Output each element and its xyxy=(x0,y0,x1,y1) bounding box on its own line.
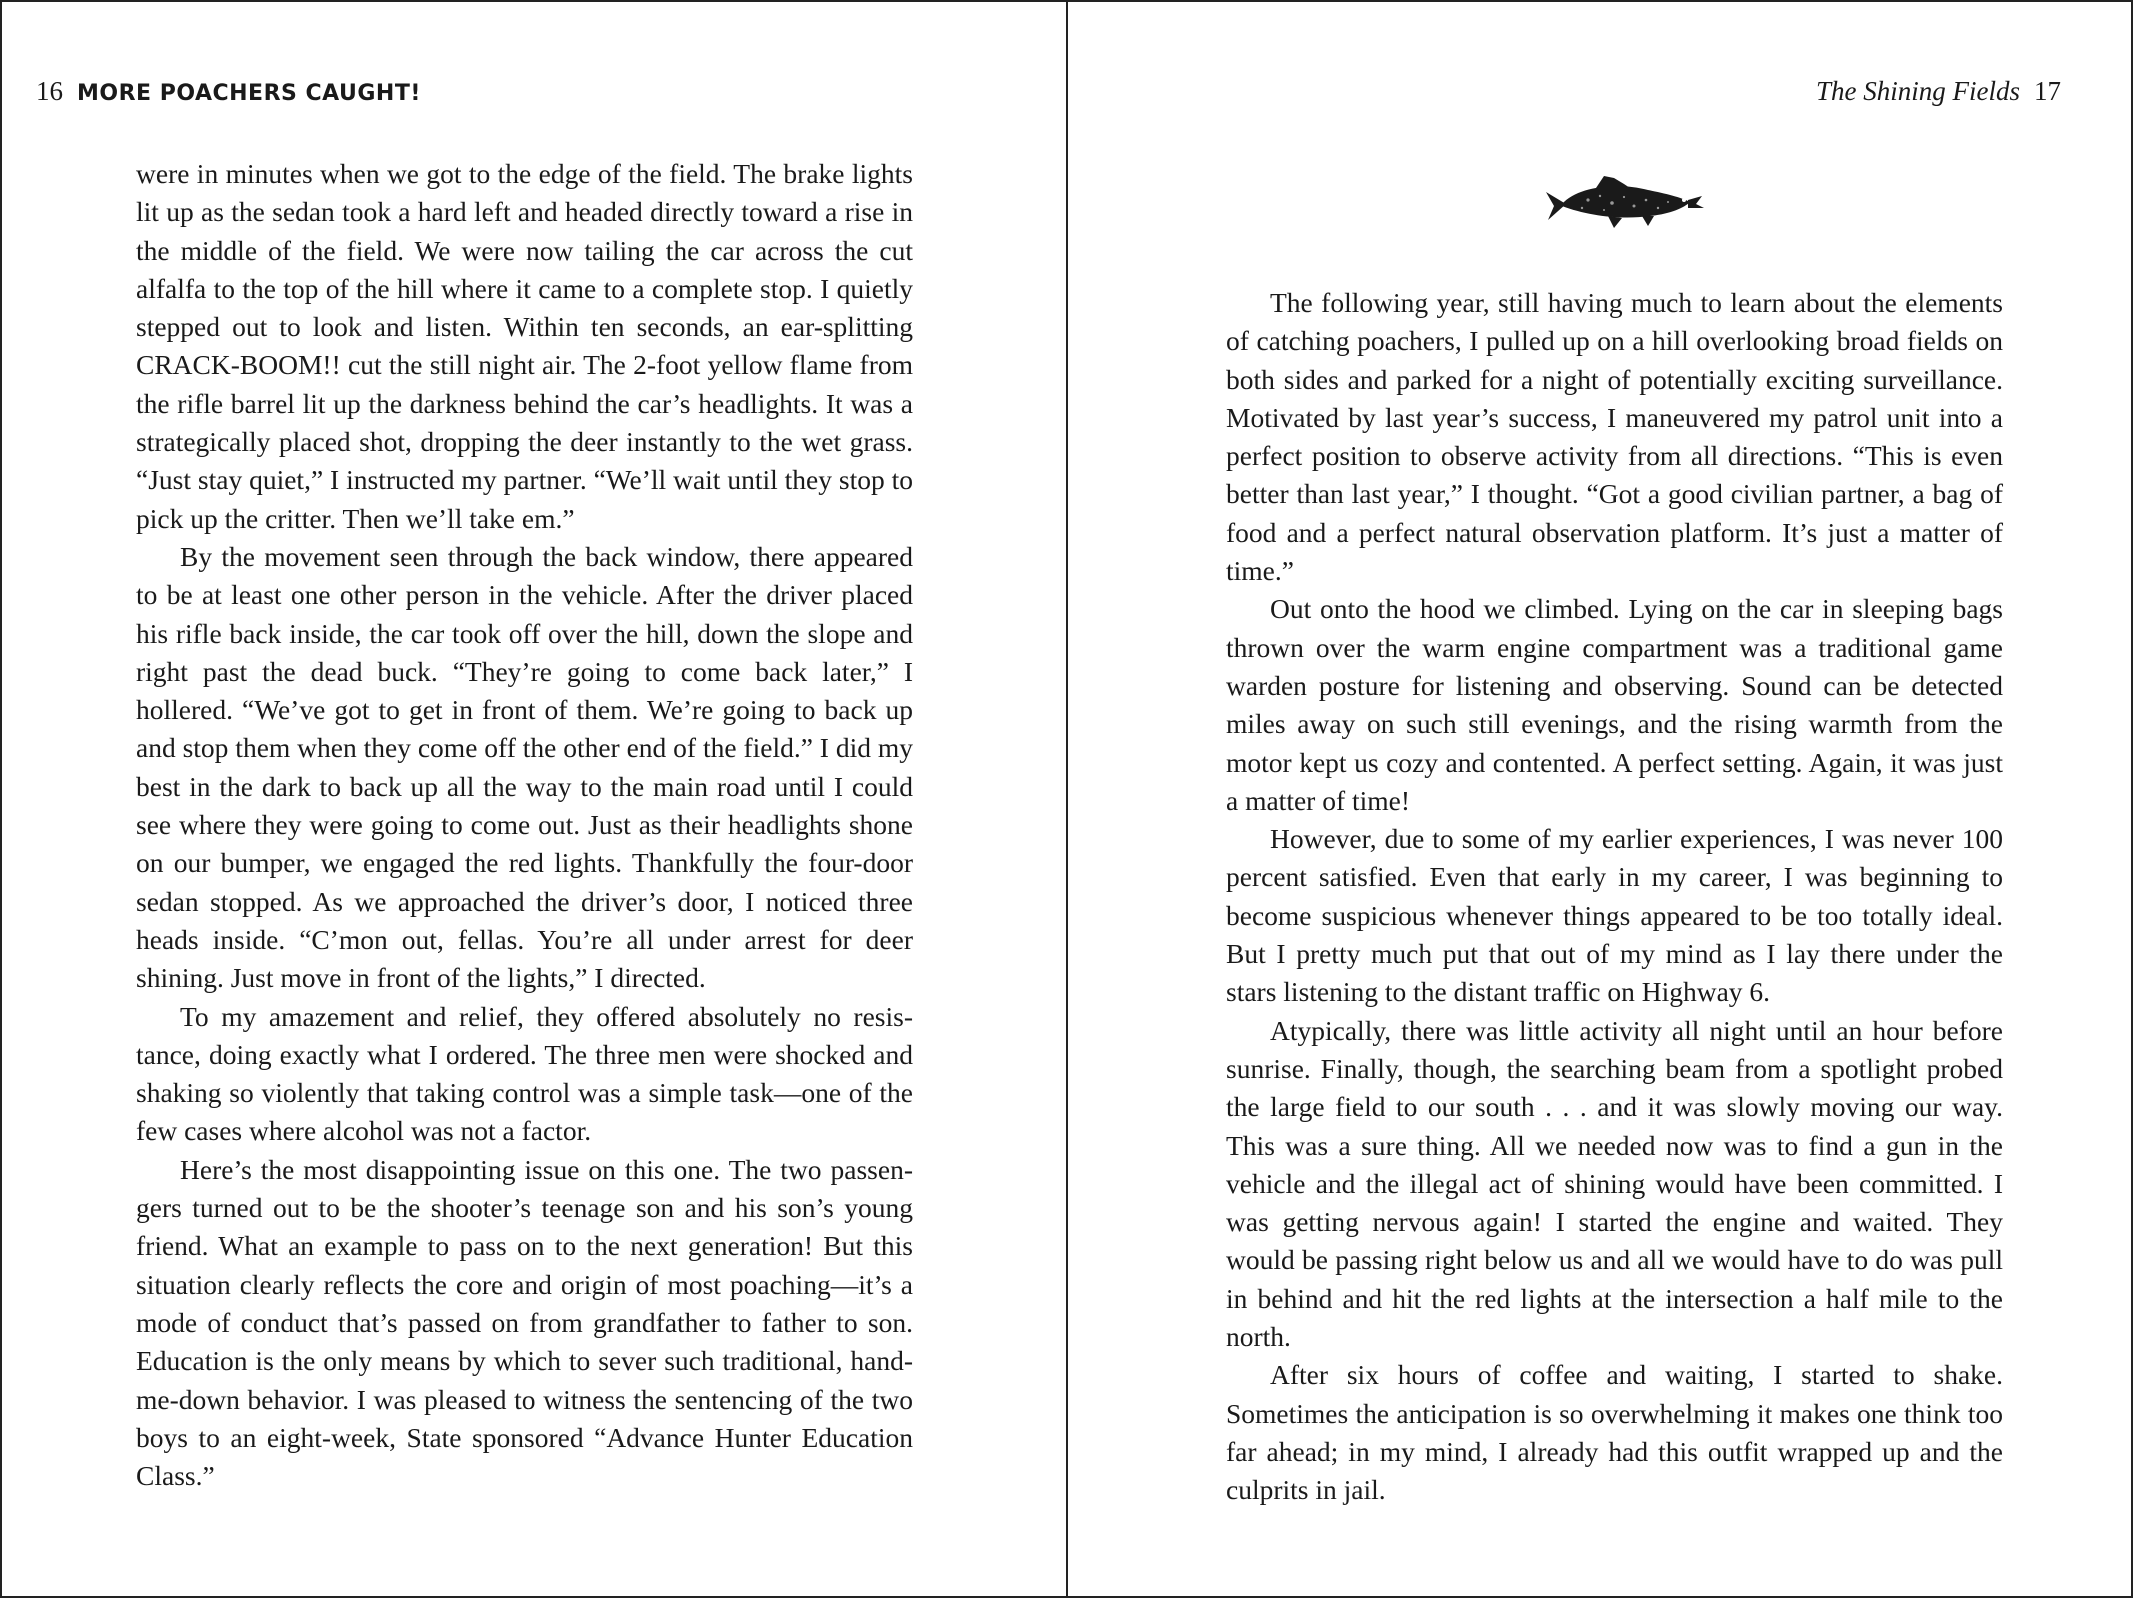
paragraph: To my amazement and relief, they offered absolutely no resistance, doing exactly what I ordered. The three men were shocked and shaking so violently that taking control was a simple task—one of the few cases where alcohol was not a factor. xyxy=(136,1000,913,1147)
paragraph: The following year, still having much to learn about the elements of catching poachers, I pulled up on a hill overlooking broad fields on both sides and parked for a night of potentially exciting surveillance. Motivated by last year’s success, I maneuvered my patrol unit into a perfect position to observe activity from all directions. “This is even better than last year,” I thought. “Got a good civilian partner, a bag of food and a perfect natural observation platform. It’s just a matter of time.” xyxy=(1226,287,2003,587)
left-body-text xyxy=(136,155,913,1495)
paragraph: After six hours of coffee and waiting, I started to shake. Sometimes the anticipation is so overwhelming it makes one think too far ahead; in my mind, I already had this outfit wrapped up and the culprits in jail. xyxy=(1226,1359,2003,1506)
right-body-text xyxy=(1226,284,2003,1510)
book-section-title: MORE POACHERS CAUGHT! xyxy=(77,81,421,106)
right-page-number: 17 xyxy=(2034,76,2061,106)
left-running-head xyxy=(36,76,421,109)
right-page xyxy=(1066,0,2133,1598)
paragraph: However, due to some of my earlier experiences, I was never 100 percent satisfied. Even that early in my career, I was beginning to become suspicious whenever things appeared to be too totally ideal. But I pretty much put that out of my mind as I lay there under the stars listening to the distant traffic on Highway 6. xyxy=(1226,823,2003,1008)
paragraph: Atypically, there was little activity all night until an hour before sunrise. Finally, though, the searching beam from a spotlight probed the large field to our south . . . and it was slowly moving our way. This was a sure thing. All we needed now was to find a gun in the vehicle and the illegal act of shining would have been committed. I was getting nervous again! I started the engine and waited. They would be passing right below us and all we would have to do was pull in behind and hit the red lights at the intersection a half mile to the north. xyxy=(1226,1014,2003,1353)
paragraph: Out onto the hood we climbed. Lying on the car in sleeping bags thrown over the warm engine compartment was a traditional game warden posture for listening and observing. Sound can be detected miles away on such still evenings, and the rising warmth from the motor kept us cozy and contented. A perfect setting. Again, it was just a matter of time! xyxy=(1226,593,2003,816)
left-page-number: 16 xyxy=(36,76,63,106)
paragraph: were in minutes when we got to the edge of the field. The brake lights lit up as the sedan took a hard left and headed directly toward a rise in the middle of the field. We were now tailing the car across the cut alfalfa to the top of the hill where it came to a complete stop. I quietly stepped out to look and listen. Within ten seconds, an ear-splitting CRACK-BOOM!! cut the still night air. The 2-foot yellow flame from the rifle barrel lit up the darkness behind the car’s headlights. It was a strategically placed shot, dropping the deer instantly to the wet grass. “Just stay quiet,” I instructed my partner. “We’ll wait until they stop to pick up the critter. Then we’ll take em.” xyxy=(136,158,913,534)
fish-icon xyxy=(1538,170,1718,240)
chapter-title: The Shining Fields xyxy=(1816,76,2020,106)
paragraph: By the movement seen through the back window, there appeared to be at least one other person in the vehicle. After the driver placed his rifle back inside, the car took off over the hill, down the slope and right past the dead buck. “They’re going to come back later,” I hollered. “We’ve got to get in front of them. We’re going to back up and stop them when they come off the other end of the field.” I did my best in the dark to back up all the way to the main road until I could see where they were going to come out. Just as their headlights shone on our bumper, we engaged the red lights. Thankfully the four-door sedan stopped. As we approached the driver’s door, I noticed three heads inside. “C’mon out, fellas. You’re all under arrest for deer shining. Just move in front of the lights,” I directed. xyxy=(136,540,913,994)
paragraph: Here’s the most disappointing issue on this one. The two passengers turned out to be the shooter’s teenage son and his son’s young friend. What an example to pass on to the next generation! But this situation clearly reflects the core and origin of most poaching—it’s a mode of conduct that’s passed on from grandfather to father to son. Education is the only means by which to sever such traditional, hand-me-down behavior. I was pleased to witness the sentencing of the two boys to an eight-week, State sponsored “Advance Hunter Education Class.” xyxy=(136,1153,913,1492)
right-running-head xyxy=(1816,76,2061,106)
